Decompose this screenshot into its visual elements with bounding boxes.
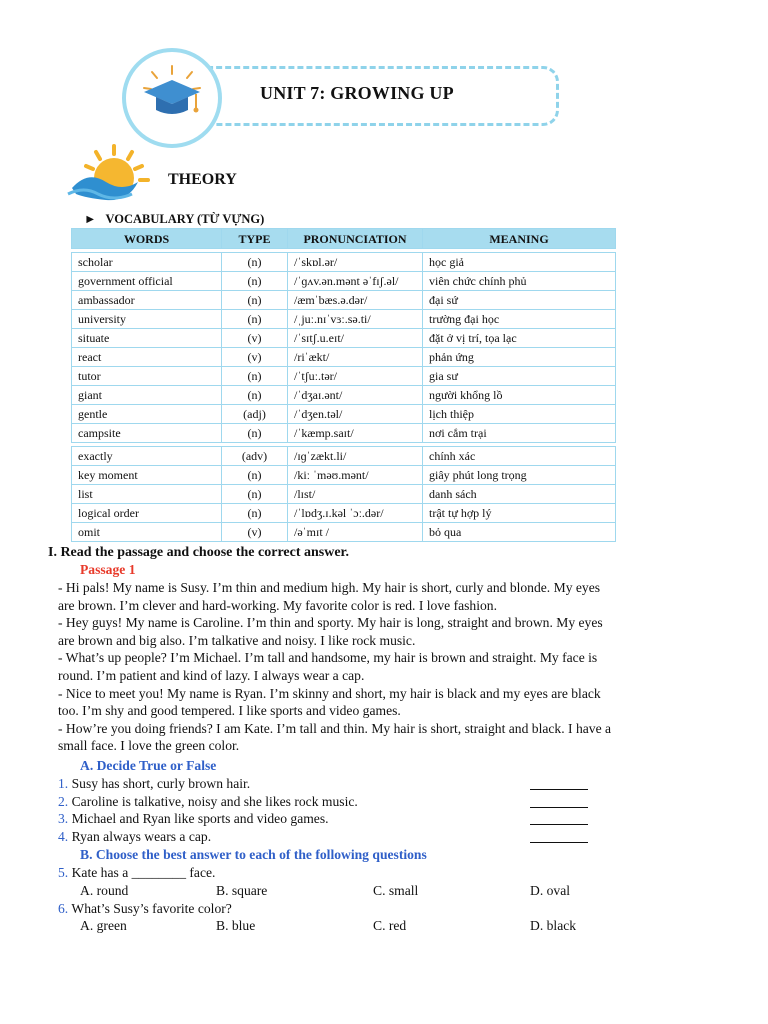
section-title: I. Read the passage and choose the correct answer. [48,545,349,560]
cell-word: tutor [72,367,222,386]
item-text: Caroline is talkative, noisy and she likes rock music. [71,793,358,809]
answer-blank[interactable] [530,777,588,790]
table-row [72,348,616,367]
answer-blank[interactable] [530,830,588,843]
passage-text [58,579,698,755]
cell-word: exactly [72,447,222,466]
table-row [72,386,616,405]
passage-line: are brown. I’m clever and hard-working. My favorite color is red. I love fashion. [58,597,498,613]
table-row [72,253,616,272]
cell-word: react [72,348,222,367]
part-b-title: B. Choose the best answer to each of the following questions [80,847,427,862]
cell-word: scholar [72,253,222,272]
cell-meaning: trật tự hợp lý [423,504,616,523]
question-number: 6. [58,900,69,916]
option[interactable]: D. oval [530,882,571,898]
cell-pronunciation: /ˈdʒen.təl/ [288,405,423,424]
cell-word: giant [72,386,222,405]
answer-blank[interactable] [530,795,588,808]
cell-meaning: học giả [423,253,616,272]
cell-type: (v) [222,523,288,542]
cell-word: ambassador [72,291,222,310]
item-text: Susy has short, curly brown hair. [71,776,251,791]
sun-wave-icon [66,142,158,208]
answer-blank[interactable] [530,812,588,825]
cell-word: situate [72,329,222,348]
item-number: 3. [58,811,69,827]
cell-meaning: chính xác [423,447,616,466]
theory-title: THEORY [168,171,237,188]
list-item [58,828,598,846]
cell-type: (adv) [222,447,288,466]
cell-meaning: trường đại học [423,310,616,329]
list-item [58,810,598,828]
cell-type: (n) [222,386,288,405]
cell-word: key moment [72,466,222,485]
table-header-row [72,229,616,249]
cell-type: (v) [222,348,288,367]
cell-type: (adj) [222,405,288,424]
table-row [72,272,616,291]
cell-word: campsite [72,424,222,443]
passage-line: - How’re you doing friends? I am Kate. I’m tall and thin. My hair is short, straight and black. I have a [58,720,612,736]
table-row [72,466,616,485]
list-item [58,775,598,793]
cell-meaning: người khổng lồ [423,386,616,405]
cell-meaning: nơi cắm trại [423,424,616,443]
cell-type: (n) [222,485,288,504]
cell-pronunciation: /lɪst/ [288,485,423,504]
header-type: TYPE [222,229,288,249]
vocabulary-label [84,212,264,227]
list-item [58,793,598,811]
vocabulary-label-text: VOCABULARY (TỪ VỰNG) [105,212,265,226]
passage-line: are brown and big also. I’m talkative and noisy. I like rock music. [58,632,416,648]
passage-line: small face. I love the green color. [58,738,240,754]
cell-word: gentle [72,405,222,424]
cell-type: (n) [222,466,288,485]
options-row [58,917,678,935]
cell-pronunciation: /əˈmɪt / [288,523,423,542]
table-row [72,447,616,466]
option[interactable]: D. black [530,918,577,934]
table-row [72,405,616,424]
passage-line: round. I’m patient and kind of lazy. I always wear a cap. [58,667,365,683]
cell-type: (n) [222,504,288,523]
cell-pronunciation: /ˈsɪtʃ.u.eɪt/ [288,329,423,348]
option[interactable]: C. red [373,918,407,934]
cell-meaning: phản ứng [423,348,616,367]
header-meaning: MEANING [423,229,616,249]
cell-word: omit [72,523,222,542]
table-row [72,329,616,348]
cell-meaning: lịch thiệp [423,405,616,424]
cell-type: (n) [222,253,288,272]
option[interactable]: A. round [80,882,129,898]
question [58,864,678,882]
table-row [72,523,616,542]
cell-meaning: viên chức chính phủ [423,272,616,291]
passage-line: - What’s up people? I’m Michael. I’m tall and handsome, my hair is brown and straight. My face is [58,650,598,666]
item-text: Michael and Ryan like sports and video games. [71,811,329,827]
cell-meaning: gia sư [423,367,616,386]
cell-type: (n) [222,367,288,386]
item-number: 4. [58,828,69,844]
option[interactable]: A. green [80,918,127,934]
graduation-cap-icon [126,52,218,144]
table-row [72,504,616,523]
cell-pronunciation: /ˈlɒdʒ.ɪ.kəl ˈɔː.dər/ [288,504,423,523]
cell-type: (n) [222,310,288,329]
options-row [58,882,678,900]
true-false-list [58,775,598,845]
cell-type: (v) [222,329,288,348]
cell-pronunciation: /æmˈbæs.ə.dər/ [288,291,423,310]
passage-line: too. I’m shy and good tempered. I like sports and video games. [58,703,401,719]
cell-word: government official [72,272,222,291]
option[interactable]: B. blue [216,918,256,934]
question-text: What’s Susy’s favorite color? [71,900,232,916]
item-number: 1. [58,776,69,791]
question-text: Kate has a ________ face. [71,865,216,880]
option[interactable]: C. small [373,882,419,898]
cell-pronunciation: /ˈdʒaɪ.ənt/ [288,386,423,405]
cell-pronunciation: /ˈskɒl.ər/ [288,253,423,272]
cell-pronunciation: /ˈɡʌv.ən.mənt əˈfɪʃ.əl/ [288,272,423,291]
table-row [72,291,616,310]
header-pronunciation: PRONUNCIATION [288,229,423,249]
table-row [72,485,616,504]
cell-pronunciation: /ˌjuː.nɪˈvɜː.sə.ti/ [288,310,423,329]
item-number: 2. [58,793,69,809]
cell-pronunciation: /kiː ˈməʊ.mənt/ [288,466,423,485]
vocabulary-table [71,228,616,542]
header-words: WORDS [72,229,222,249]
cell-word: logical order [72,504,222,523]
vocabulary-table-body [72,249,616,542]
cell-pronunciation: /ˈtʃuː.tər/ [288,367,423,386]
cell-pronunciation: /ˈkæmp.saɪt/ [288,424,423,443]
cell-word: university [72,310,222,329]
cell-word: list [72,485,222,504]
cell-type: (n) [222,291,288,310]
cell-meaning: giây phút long trọng [423,466,616,485]
passage-line: - Hey guys! My name is Caroline. I’m thin and sporty. My hair is long, straight and brown. My eyes [58,615,603,631]
table-row [72,310,616,329]
item-text: Ryan always wears a cap. [71,828,212,844]
cell-pronunciation: /riˈækt/ [288,348,423,367]
table-row [72,424,616,443]
multiple-choice-list [58,864,678,935]
unit-title: UNIT 7: GROWING UP [260,83,454,103]
cell-meaning: đặt ở vị trí, tọa lạc [423,329,616,348]
cell-pronunciation: /ɪɡˈzækt.li/ [288,447,423,466]
option[interactable]: B. square [216,882,268,898]
question [58,900,678,918]
passage-line: - Hi pals! My name is Susy. I’m thin and medium high. My hair is short, curly and blonde. My eyes [58,580,601,595]
part-a-title: A. Decide True or False [80,758,217,773]
passage-line: - Nice to meet you! My name is Ryan. I’m skinny and short, my hair is black and my eyes are black [58,685,601,701]
passage-label: Passage 1 [80,562,136,577]
triangle-bullet-icon: ► [84,212,97,226]
cell-type: (n) [222,424,288,443]
table-row [72,367,616,386]
cell-meaning: danh sách [423,485,616,504]
cell-type: (n) [222,272,288,291]
cell-meaning: đại sứ [423,291,616,310]
graduation-cap-badge [122,48,222,148]
question-number: 5. [58,865,69,880]
cell-meaning: bỏ qua [423,523,616,542]
